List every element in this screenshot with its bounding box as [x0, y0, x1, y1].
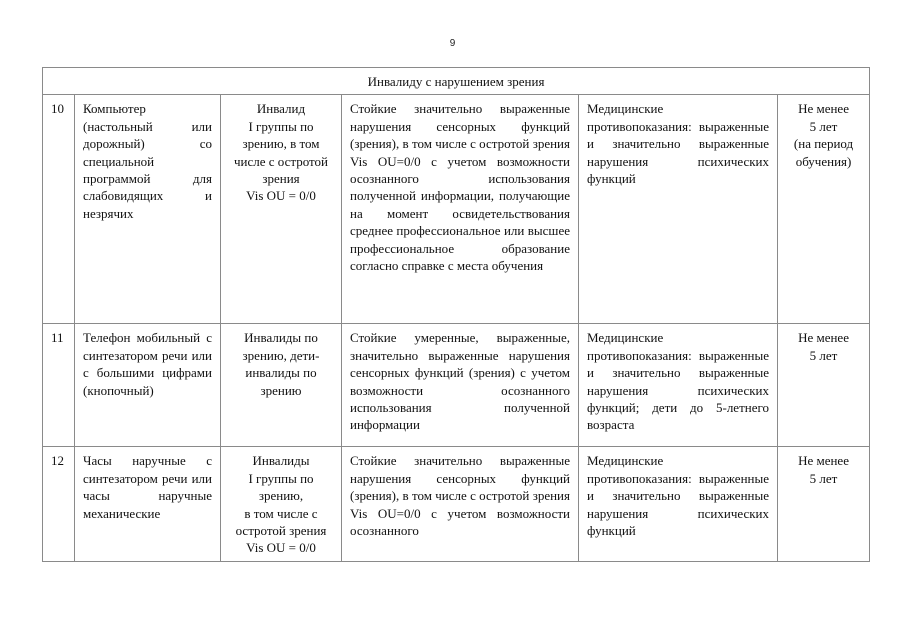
- section-header-row: [43, 68, 870, 95]
- recipient-category: Инвалид I группы по зрению, в том числе с остротой зрения Vis OU = 0/0: [221, 95, 342, 324]
- row-number: 10: [43, 95, 75, 324]
- medical-indications: Стойкие умеренные, выраженные, значительно выраженные нарушения сенсорных функций (зрения) с учетом возможности осознанного использования полученной информации: [342, 324, 579, 447]
- recipient-category: Инвалиды по зрению, дети- инвалиды по зрению: [221, 324, 342, 447]
- usage-term: Не менее 5 лет: [778, 447, 870, 561]
- item-name: Компьютер (настольный или дорожный) со специальной программой для слабовидящих и незрячих: [75, 95, 221, 324]
- recipient-category: Инвалиды I группы по зрению, в том числе с остротой зрения Vis OU = 0/0: [221, 447, 342, 561]
- medical-contraindications: Медицинские противопоказания: выраженные и значительно выраженные нарушения психических функций; дети до 5-летнего возраста: [579, 324, 778, 447]
- table-row: [43, 447, 870, 561]
- medical-contraindications: Медицинские противопоказания: выраженные и значительно выраженные нарушения психических функций: [579, 95, 778, 324]
- row-number: 12: [43, 447, 75, 561]
- table-row: [43, 95, 870, 324]
- row-number: 11: [43, 324, 75, 447]
- medical-indications: Стойкие значительно выраженные нарушения сенсорных функций (зрения), в том числе с остротой зрения Vis OU=0/0 с учетом возможности осознанного: [342, 447, 579, 561]
- item-name: Телефон мобильный с синтезатором речи или с большими цифрами (кнопочный): [75, 324, 221, 447]
- item-name: Часы наручные с синтезатором речи или часы наручные механические: [75, 447, 221, 561]
- usage-term: Не менее 5 лет: [778, 324, 870, 447]
- page-number: 9: [449, 38, 456, 49]
- medical-indications: Стойкие значительно выраженные нарушения сенсорных функций (зрения), в том числе с остротой зрения Vis OU=0/0 с учетом возможности осознанного использования полученной информации, получающие на момент освидетельствования среднее профессиональное или высшее профессиональное образование согласно справке с места обучения: [342, 95, 579, 324]
- medical-contraindications: Медицинские противопоказания: выраженные и значительно выраженные нарушения психических функций: [579, 447, 778, 561]
- usage-term: Не менее 5 лет (на период обучения): [778, 95, 870, 324]
- rehabilitation-means-table: [42, 67, 870, 562]
- table-row: [43, 324, 870, 447]
- section-title: Инвалиду с нарушением зрения: [43, 68, 870, 95]
